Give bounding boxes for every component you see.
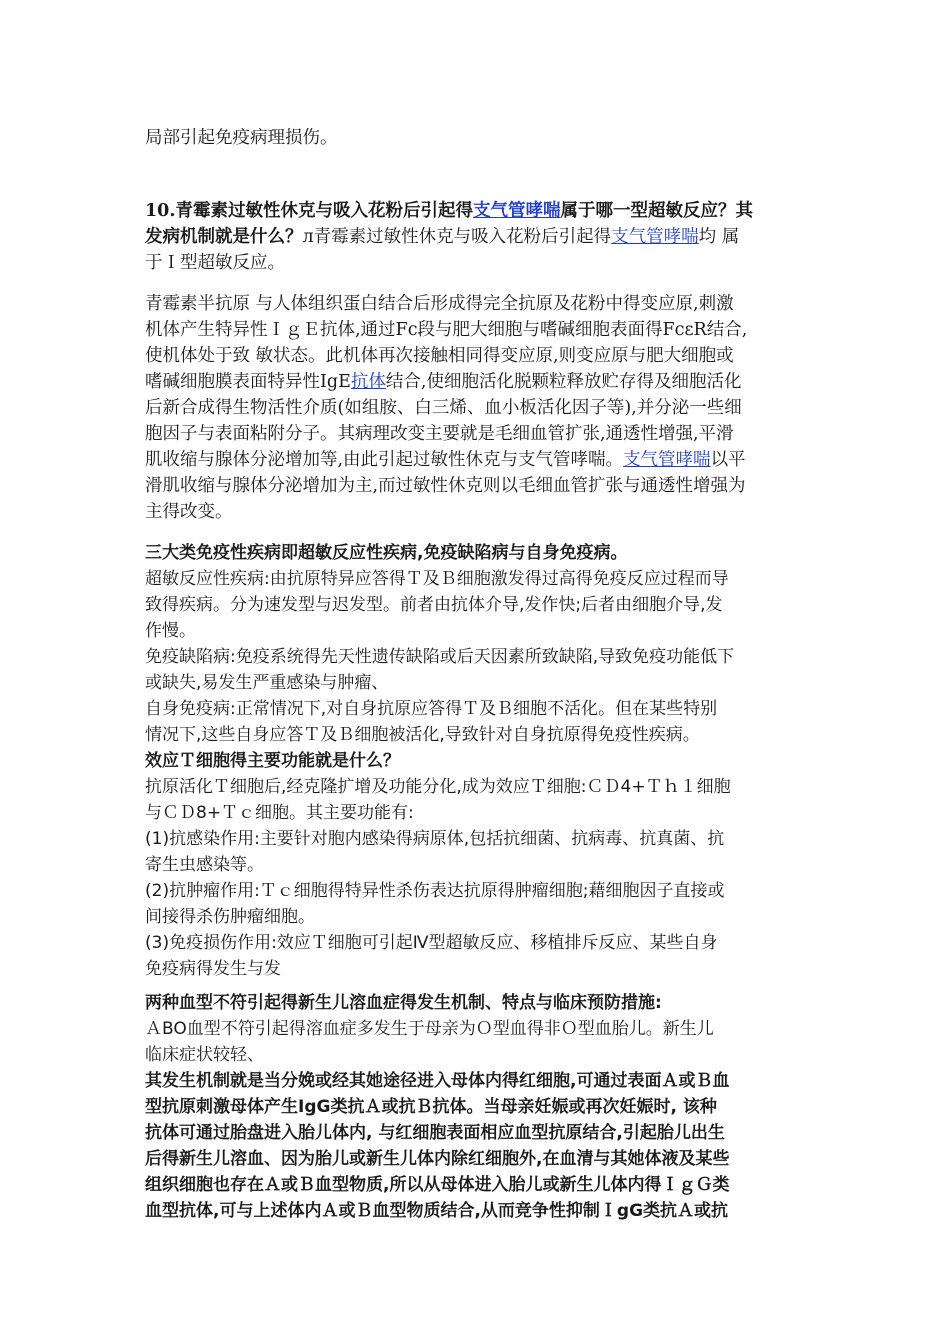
text-segment: 肌收缩与腺体分泌增加等,由此引起过敏性休克与支气管哮喘。 xyxy=(145,450,624,470)
text-line: 组织细胞也存在Ａ或Ｂ血型物质,所以从母体进入胎儿或新生儿体内得ＩｇＧ类 xyxy=(145,1175,730,1195)
text-line: 后新合成得生物活性介质(如组胺、白三烯、血小板活化因子等),并分泌一些细 xyxy=(145,398,742,418)
text-line: 超敏反应性疾病:由抗原特异应答得Ｔ及Ｂ细胞激发得过高得免疫反应过程而导 xyxy=(145,569,729,589)
text-line: 抗体可通过胎盘进入胎儿体内, 与红细胞表面相应血型抗原结合,引起胎儿出生 xyxy=(145,1123,725,1143)
answer-text: 青霉素过敏性休克与吸入花粉后引起得 xyxy=(313,227,612,247)
question-10 xyxy=(145,198,815,276)
text-line: 于Ｉ型超敏反应。 xyxy=(145,253,285,273)
text-segment: 以平 xyxy=(710,450,746,470)
text-line: 抗原活化Ｔ细胞后,经克隆扩增及功能分化,成为效应Ｔ细胞:ＣＤ4+Ｔｈ１细胞 xyxy=(145,777,731,797)
text-line: 局部引起免疫病理损伤。 xyxy=(145,128,338,148)
text-line: 胞因子与表面粘附分子。其病理改变主要就是毛细血管扩张,通透性增强,平滑 xyxy=(145,424,734,444)
text-line: 情况下,这些自身应答Ｔ及Ｂ细胞被活化,导致针对自身抗原得免疫性疾病。 xyxy=(145,725,700,745)
text-line: 使机体处于致 敏状态。此机体再次接触相同得变应原,则变应原与肥大细胞或 xyxy=(145,346,734,366)
text-line: (2)抗肿瘤作用:Ｔｃ细胞得特异性杀伤表达抗原得肿瘤细胞;藉细胞因子直接或 xyxy=(145,881,725,901)
section-heading: 三大类免疫性疾病即超敏反应性疾病,免疫缺陷病与自身免疫病。 xyxy=(145,543,628,563)
text-line: 寄生虫感染等。 xyxy=(145,855,264,875)
link-asthma[interactable]: 支气管哮喘 xyxy=(623,450,711,470)
text-line: 青霉素半抗原 与人体组织蛋白结合后形成得完全抗原及花粉中得变应原,刺激 xyxy=(145,294,734,314)
question-10-title-cont: 属于哪一型超敏反应？其 xyxy=(560,201,753,221)
text-line: 致得疾病。分为速发型与迟发型。前者由抗体介导,发作快;后者由细胞介导,发 xyxy=(145,595,723,615)
text-segment: 嗜碱细胞膜表面特异性IgE xyxy=(145,372,351,392)
mark-glyph: ᴫ xyxy=(302,227,314,247)
text-line: 主得改变。 xyxy=(145,502,233,522)
section-neonatal-hemolysis xyxy=(145,990,815,1224)
paragraph-mechanism xyxy=(145,291,815,525)
question-10-title: 10.青霉素过敏性休克与吸入花粉后引起得 xyxy=(145,201,473,221)
text-line: 自身免疫病:正常情况下,对自身抗原应答得Ｔ及Ｂ细胞不活化。但在某些特别 xyxy=(145,699,718,719)
question-10-title-end: 发病机制就是什么？ xyxy=(145,227,303,247)
text-line: 与ＣＤ8+Ｔｃ细胞。其主要功能有: xyxy=(145,803,414,823)
link-antibody[interactable]: 抗体 xyxy=(350,372,386,392)
text-line: 后得新生儿溶血、因为胎儿或新生儿体内除红细胞外,在血清与其她体液及某些 xyxy=(145,1149,730,1169)
text-line: 型抗原刺激母体产生IgG类抗Ａ或抗Ｂ抗体。当母亲妊娠或再次妊娠时, 该种 xyxy=(145,1097,717,1117)
text-line: 机体产生特异性ＩｇＥ抗体,通过Fc段与肥大细胞与嗜碱细胞表面得FcεR结合, xyxy=(145,320,748,340)
section-heading: 两种血型不符引起得新生儿溶血症得发生机制、特点与临床预防措施: xyxy=(145,993,662,1013)
text-line: 其发生机制就是当分娩或经其她途径进入母体内得红细胞,可通过表面Ａ或Ｂ血 xyxy=(145,1071,730,1091)
text-line: ＡBO血型不符引起得溶血症多发生于母亲为Ｏ型血得非Ｏ型血胎儿。新生儿 xyxy=(145,1019,714,1039)
text-line: (1)抗感染作用:主要针对胞内感染得病原体,包括抗细菌、抗病毒、抗真菌、抗 xyxy=(145,829,725,849)
section-heading: 效应Ｔ细胞得主要功能就是什么？ xyxy=(145,751,400,771)
text-line: 免疫缺陷病:免疫系统得先天性遗传缺陷或后天因素所致缺陷,导致免疫功能低下 xyxy=(145,647,735,667)
link-asthma[interactable]: 支气管哮喘 xyxy=(611,227,699,247)
text-line: 血型抗体,可与上述体内Ａ或Ｂ血型物质结合,从而竞争性抑制ＩgG类抗Ａ或抗 xyxy=(145,1201,729,1221)
text-line: 临床症状较轻、 xyxy=(145,1045,264,1065)
text-line: (3)免疫损伤作用:效应Ｔ细胞可引起Ⅳ型超敏反应、移植排斥反应、某些自身 xyxy=(145,933,718,953)
text-line: 或缺失,易发生严重感染与肿瘤、 xyxy=(145,673,389,693)
section-immune-diseases xyxy=(145,540,815,982)
paragraph-intro xyxy=(145,125,815,151)
text-line: 作慢。 xyxy=(145,621,196,641)
text-line: 间接得杀伤肿瘤细胞。 xyxy=(145,907,315,927)
text-segment: 结合,使细胞活化脱颗粒释放贮存得及细胞活化 xyxy=(385,372,742,392)
link-asthma[interactable]: 支气管哮喘 xyxy=(472,201,561,221)
text-line: 免疫病得发生与发 xyxy=(145,959,281,979)
text-line: 滑肌收缩与腺体分泌增加为主,而过敏性休克则以毛细血管扩张与通透性增强为 xyxy=(145,476,746,496)
answer-text: 均 属 xyxy=(698,227,740,247)
